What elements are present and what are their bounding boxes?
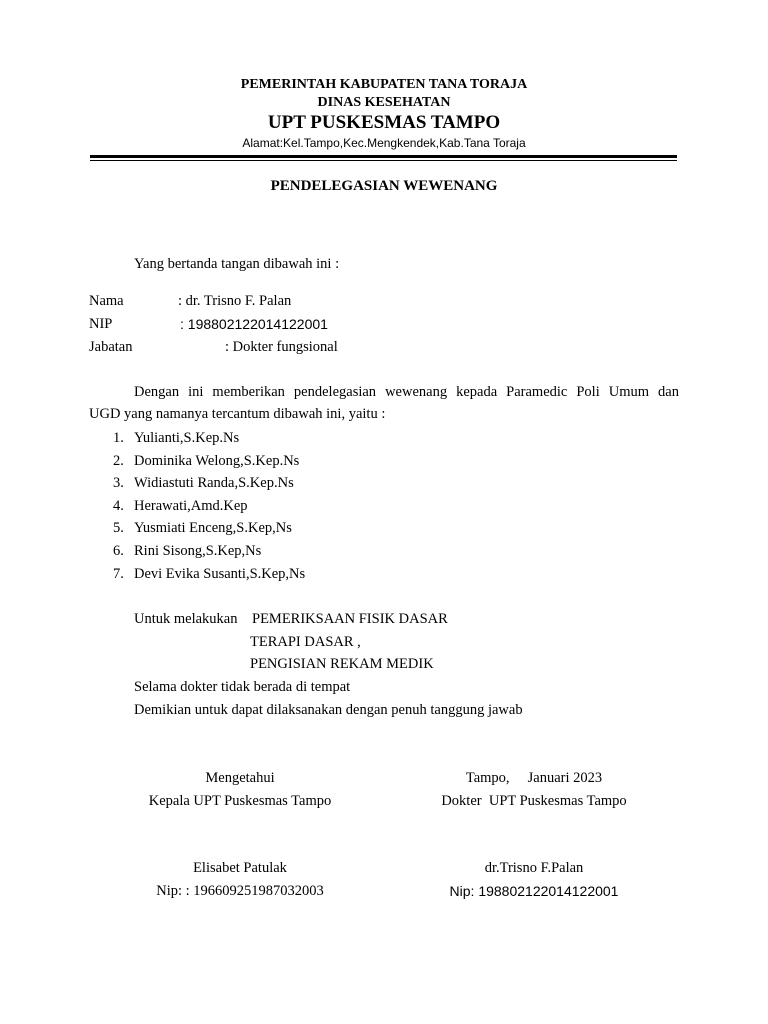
list-item-number: 4. (113, 498, 124, 514)
letterhead-department: DINAS KESEHATAN (317, 95, 451, 110)
list-item: Widiastuti Randa,S.Kep.Ns (134, 475, 294, 491)
list-item-number: 1. (113, 430, 124, 446)
task-item: PEMERIKSAAN FISIK DASAR (252, 611, 448, 627)
position-value: : Dokter fungsional (225, 339, 338, 355)
signature-right-nip: Nip: 198802122014122001 (449, 883, 619, 899)
list-item-number: 6. (113, 543, 124, 559)
signature-left-name: Elisabet Patulak (193, 860, 287, 876)
position-label: Jabatan (89, 339, 133, 355)
list-item: Rini Sisong,S.Kep,Ns (134, 543, 262, 559)
signature-right-name: dr.Trisno F.Palan (484, 860, 584, 876)
list-item: Yulianti,S.Kep.Ns (134, 430, 240, 446)
letterhead-rule-thin (90, 160, 677, 161)
signature-left-nip: Nip: : 196609251987032003 (156, 883, 324, 899)
list-item-number: 5. (113, 520, 124, 536)
list-item: Yusmiati Enceng,S.Kep,Ns (134, 520, 292, 536)
signature-left-heading: Mengetahui (205, 770, 275, 786)
task-item: TERAPI DASAR , (250, 634, 361, 650)
name-value: : dr. Trisno F. Palan (178, 293, 292, 309)
letterhead-address: Alamat:Kel.Tampo,Kec.Mengkendek,Kab.Tana Toraja (242, 136, 526, 150)
letterhead-unit: UPT PUSKESMAS TAMPO (267, 112, 501, 133)
letterhead-government: PEMERINTAH KABUPATEN TANA TORAJA (240, 77, 528, 92)
closing-line-2: Demikian untuk dapat dilaksanakan dengan penuh tanggung jawab (134, 702, 523, 718)
statement-line-1: Dengan ini memberikan pendelegasian wewenang kepada Paramedic Poli Umum dan (134, 384, 679, 400)
task-item: PENGISIAN REKAM MEDIK (250, 656, 434, 672)
signature-right-role: Dokter UPT Puskesmas Tampo (441, 793, 627, 809)
tasks-lead: Untuk melakukan (134, 611, 238, 627)
intro-text: Yang bertanda tangan dibawah ini : (134, 256, 340, 272)
name-label: Nama (89, 293, 124, 309)
list-item-number: 7. (113, 566, 124, 582)
list-item: Herawati,Amd.Kep (134, 498, 248, 514)
signature-right-heading: Tampo, Januari 2023 (465, 770, 603, 786)
signature-left-role: Kepala UPT Puskesmas Tampo (148, 793, 332, 809)
list-item: Devi Evika Susanti,S.Kep,Ns (134, 566, 306, 582)
document-title: PENDELEGASIAN WEWENANG (270, 178, 498, 194)
nip-value: : 198802122014122001 (180, 316, 328, 332)
statement-line-2: UGD yang namanya tercantum dibawah ini, yaitu : (89, 406, 386, 422)
letterhead-rule-thick (90, 155, 677, 158)
list-item-number: 2. (113, 453, 124, 469)
nip-label: NIP (89, 316, 113, 332)
list-item: Dominika Welong,S.Kep.Ns (134, 453, 300, 469)
list-item-number: 3. (113, 475, 124, 491)
closing-line-1: Selama dokter tidak berada di tempat (134, 679, 351, 695)
